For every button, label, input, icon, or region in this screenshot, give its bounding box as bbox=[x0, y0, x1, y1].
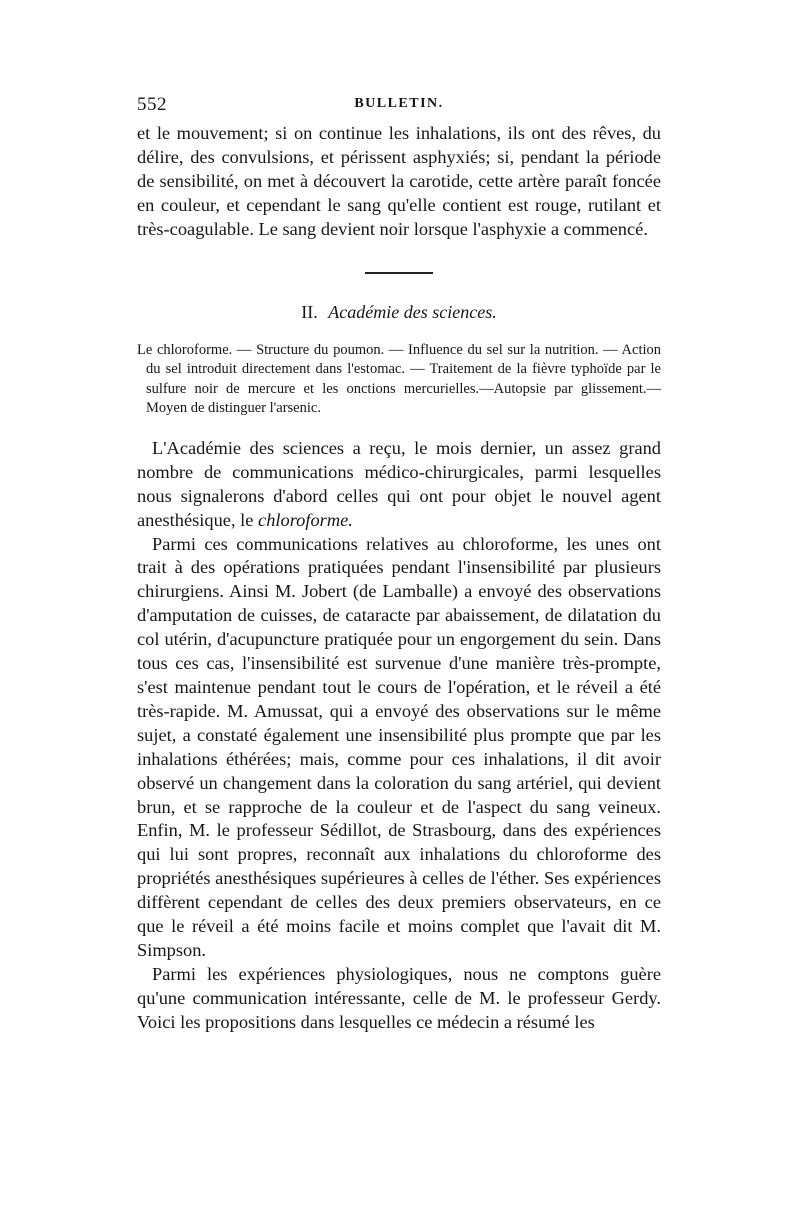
chloroforme-term: chloroforme. bbox=[258, 509, 353, 530]
section-divider bbox=[365, 272, 433, 274]
paragraph-2: Parmi ces communications relatives au chloroforme, les unes ont trait à des opérations pratiquées pendant l'insensibilité par plusieurs chirurgiens. Ainsi M. Jobert (de Lamballe) a envoyé des observations d'amputation de cuisses, de cataracte par abaissement, de dilatation du col utérin, d'acupuncture pratiquée pour un engorgement du sein. Dans tous ces cas, l'insensibilité est survenue d'une manière très-prompte, s'est maintenue pendant tout le cours de l'opération, et le réveil a été très-rapide. M. Amussat, qui a envoyé des observations sur le même sujet, a constaté également une insensibilité plus prompte que par les inhalations éthérées; mais, comme pour ces inhalations, il dit avoir observé un changement dans la coloration du sang artériel, qui devient brun, et se rapproche de la couleur et de l'aspect du sang veineux. Enfin, M. le professeur Sédillot, de Strasbourg, dans des expériences qui lui sont propres, reconnaît aux inhalations du chloroforme des propriétés anesthésiques supérieures à celles de l'éther. Ses expériences diffèrent cependant de celles des deux premiers observateurs, en ce que le réveil a été moins facile et moins complet que l'avait dit M. Simpson. bbox=[137, 533, 661, 960]
section-number: II. bbox=[301, 301, 318, 322]
section-summary: Le chloroforme. — Structure du poumon. — Influence du sel sur la nutrition. — Action du sel introduit directement dans l'estomac. — Traitement de la fièvre typhoïde par le sulfure noir de mercure et les onctions mercurielles.—Autopsie par glissement.— Moyen de distinguer l'arsenic. bbox=[137, 341, 661, 417]
page-number: 552 bbox=[137, 94, 167, 115]
paragraph-1-text: L'Académie des sciences a reçu, le mois dernier, un assez grand nombre de communications médico-chirurgicales, parmi lesquelles nous signalerons d'abord celles qui ont pour objet le nouvel agent anesthésique, le bbox=[137, 437, 661, 530]
paragraph-3: Parmi les expériences physiologiques, nous ne comptons guère qu'une communication intéressante, celle de M. le professeur Gerdy. Voici les propositions dans lesquelles ce médecin a résumé les bbox=[137, 963, 661, 1032]
running-title: BULLETIN. bbox=[354, 96, 444, 111]
continued-paragraph: et le mouvement; si on continue les inhalations, ils ont des rêves, du délire, des convulsions, et périssent asphyxiés; si, pendant la période de sensibilité, on met à découvert la carotide, cette artère paraît foncée en couleur, et cependant le sang qu'elle contient est rouge, rutilant et très-coagulable. Le sang devient noir lorsque l'asphyxie a commencé. bbox=[137, 123, 661, 239]
section-heading bbox=[137, 300, 661, 324]
paragraph-1 bbox=[137, 437, 661, 533]
running-head bbox=[137, 94, 661, 122]
section-title: Académie des sciences. bbox=[328, 301, 497, 322]
book-page bbox=[137, 94, 661, 1035]
